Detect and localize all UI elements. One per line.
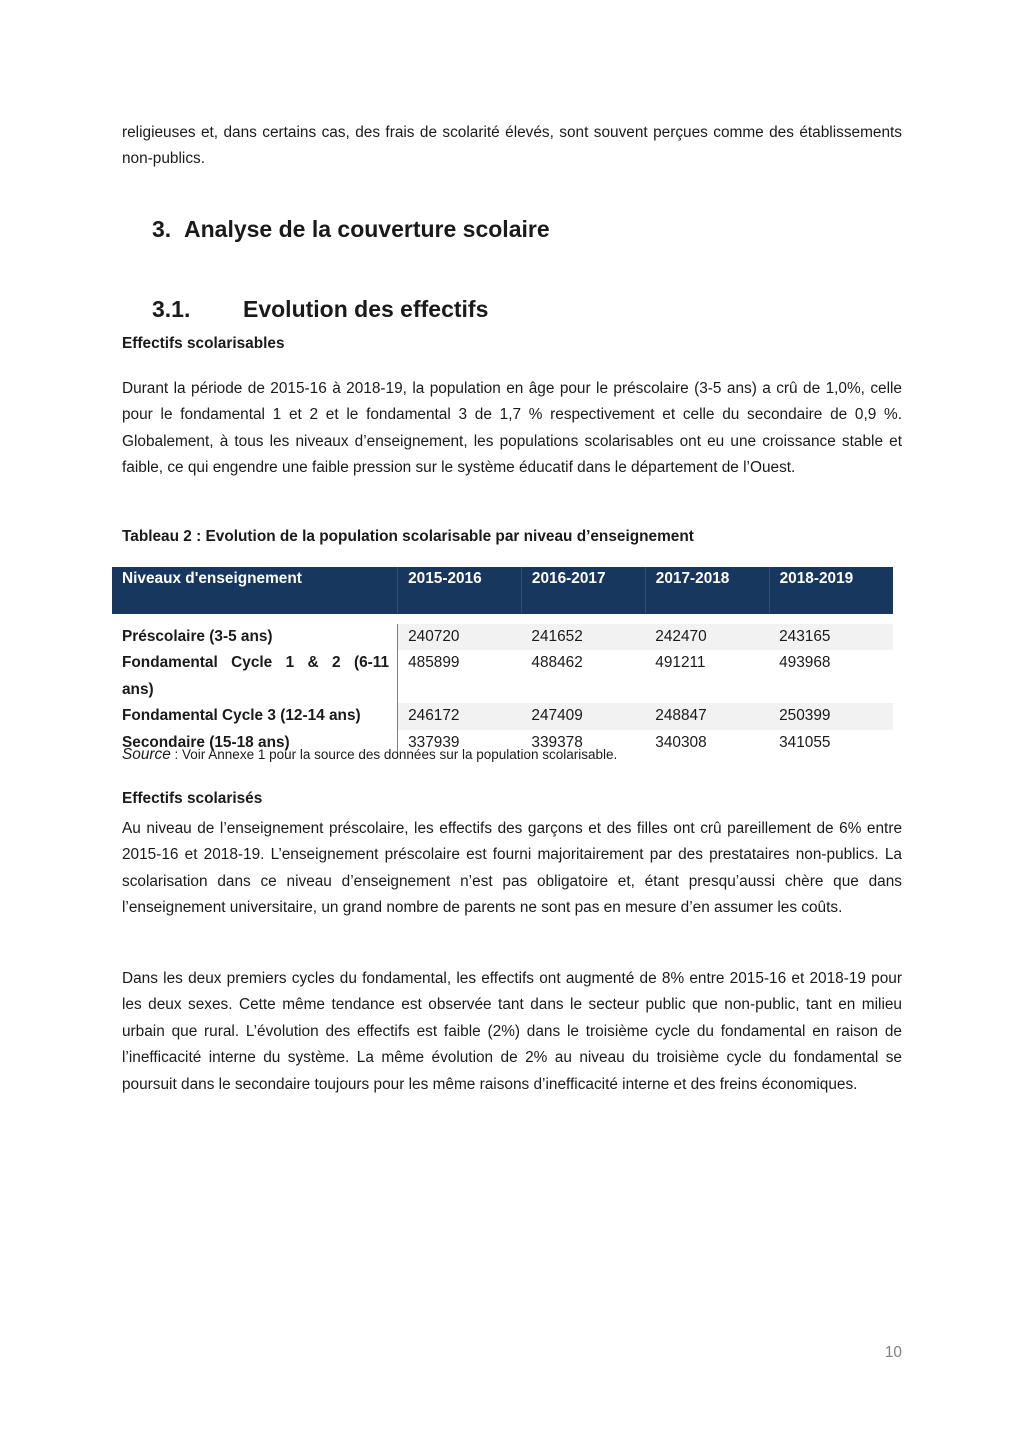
row-label: Fondamental Cycle 3 (12-14 ans) <box>112 703 398 729</box>
paragraph-fondamental: Dans les deux premiers cycles du fondamental, les effectifs ont augmenté de 8% entre 2015-16 et 2018-19 pour les deux sexes. Cette même tendance est observée tant dans le secteur public que non-public, tant en milieu urbain que rural. L’évolution des effectifs est faible (2%) dans le troisième cycle du fondamental en raison de l’inefficacité interne du système. La même évolution de 2% au niveau du troisième cycle du fondamental se poursuit dans le secondaire toujours pour les même raisons d’inefficacité interne et des freins économiques. <box>122 970 902 1093</box>
table-source-note <box>122 746 617 764</box>
cell-value: 241652 <box>521 624 645 650</box>
row-label-line: ans) <box>122 680 154 698</box>
page-number: 10 <box>884 1344 902 1361</box>
row-label <box>112 650 398 703</box>
cell-value: 340308 <box>655 733 707 751</box>
paragraph-scolarisables: Durant la période de 2015-16 à 2018-19, la population en âge pour le préscolaire (3-5 ans) a crû de 1,0%, celle pour le fondamental 1 et 2 et le fondamental 3 de 1,7 % respectivement et celle du secondaire de 0,9 %. Globalement, à tous les niveaux d’enseignement, les populations scolarisables ont eu une croissance stable et faible, ce qui engendre une faible pression sur le système éducatif dans le département de l’Ouest. <box>122 380 902 477</box>
subsection-title: Evolution des effectifs <box>243 296 489 322</box>
row-label: Préscolaire (3-5 ans) <box>112 624 398 650</box>
table-header-row <box>112 567 893 614</box>
cell-value: 337939 <box>408 733 460 751</box>
row-label-line: Fondamental Cycle 1 & 2 (6-11 <box>122 654 390 672</box>
table-row <box>112 703 893 729</box>
header-year: 2015-2016 <box>398 567 522 614</box>
cell-value: 341055 <box>779 733 831 751</box>
cell-value: 491211 <box>655 654 706 672</box>
cell-value: 246172 <box>398 703 522 729</box>
header-level: Niveaux d'enseignement <box>112 567 398 614</box>
source-lead: Source <box>122 746 171 763</box>
subsection-number: 3.1. <box>152 296 191 322</box>
section-heading <box>152 216 550 243</box>
cell-value: 250399 <box>769 703 893 729</box>
cell-value: 485899 <box>408 654 460 672</box>
table-caption: Tableau 2 : Evolution de la population scolarisable par niveau d’enseignement <box>122 528 694 545</box>
cell-value: 493968 <box>779 654 831 672</box>
subsection-heading <box>152 296 488 323</box>
header-year: 2018-2019 <box>769 567 893 614</box>
intro-paragraph: religieuses et, dans certains cas, des frais de scolarité élevés, sont souvent perçues comme des établissements non-publics. <box>122 124 902 168</box>
header-year: 2016-2017 <box>521 567 645 614</box>
cell-value: 240720 <box>398 624 522 650</box>
cell-value: 248847 <box>645 703 769 729</box>
paragraph-prescolaire: Au niveau de l’enseignement préscolaire, les effectifs des garçons et des filles ont crû pareillement de 6% entre 2015-16 et 2018-19. L’enseignement préscolaire est fourni majoritairement par des prestataires non-publics. La scolarisation dans ce niveau d’enseignement n’est pas obligatoire et, étant presqu’aussi chère que dans l’enseignement universitaire, un grand nombre de parents ne sont pas en mesure d’en assumer les coûts. <box>122 820 902 917</box>
table-row <box>112 624 893 650</box>
source-text: : Voir Annexe 1 pour la source des données sur la population scolarisable. <box>170 747 618 762</box>
population-table <box>112 567 893 756</box>
row-label: Secondaire (15-18 ans) <box>112 730 398 756</box>
cell-value: 247409 <box>521 703 645 729</box>
cell-value: 339378 <box>531 733 583 751</box>
cell-value: 488462 <box>531 654 583 672</box>
section-number: 3. <box>152 216 172 242</box>
header-year: 2017-2018 <box>645 567 769 614</box>
subheading-scolarises: Effectifs scolarisés <box>122 790 263 807</box>
cell-value: 243165 <box>769 624 893 650</box>
cell-value: 242470 <box>645 624 769 650</box>
section-title: Analyse de la couverture scolaire <box>184 216 550 242</box>
table-row <box>112 650 893 703</box>
subheading-scolarisables: Effectifs scolarisables <box>122 335 285 352</box>
